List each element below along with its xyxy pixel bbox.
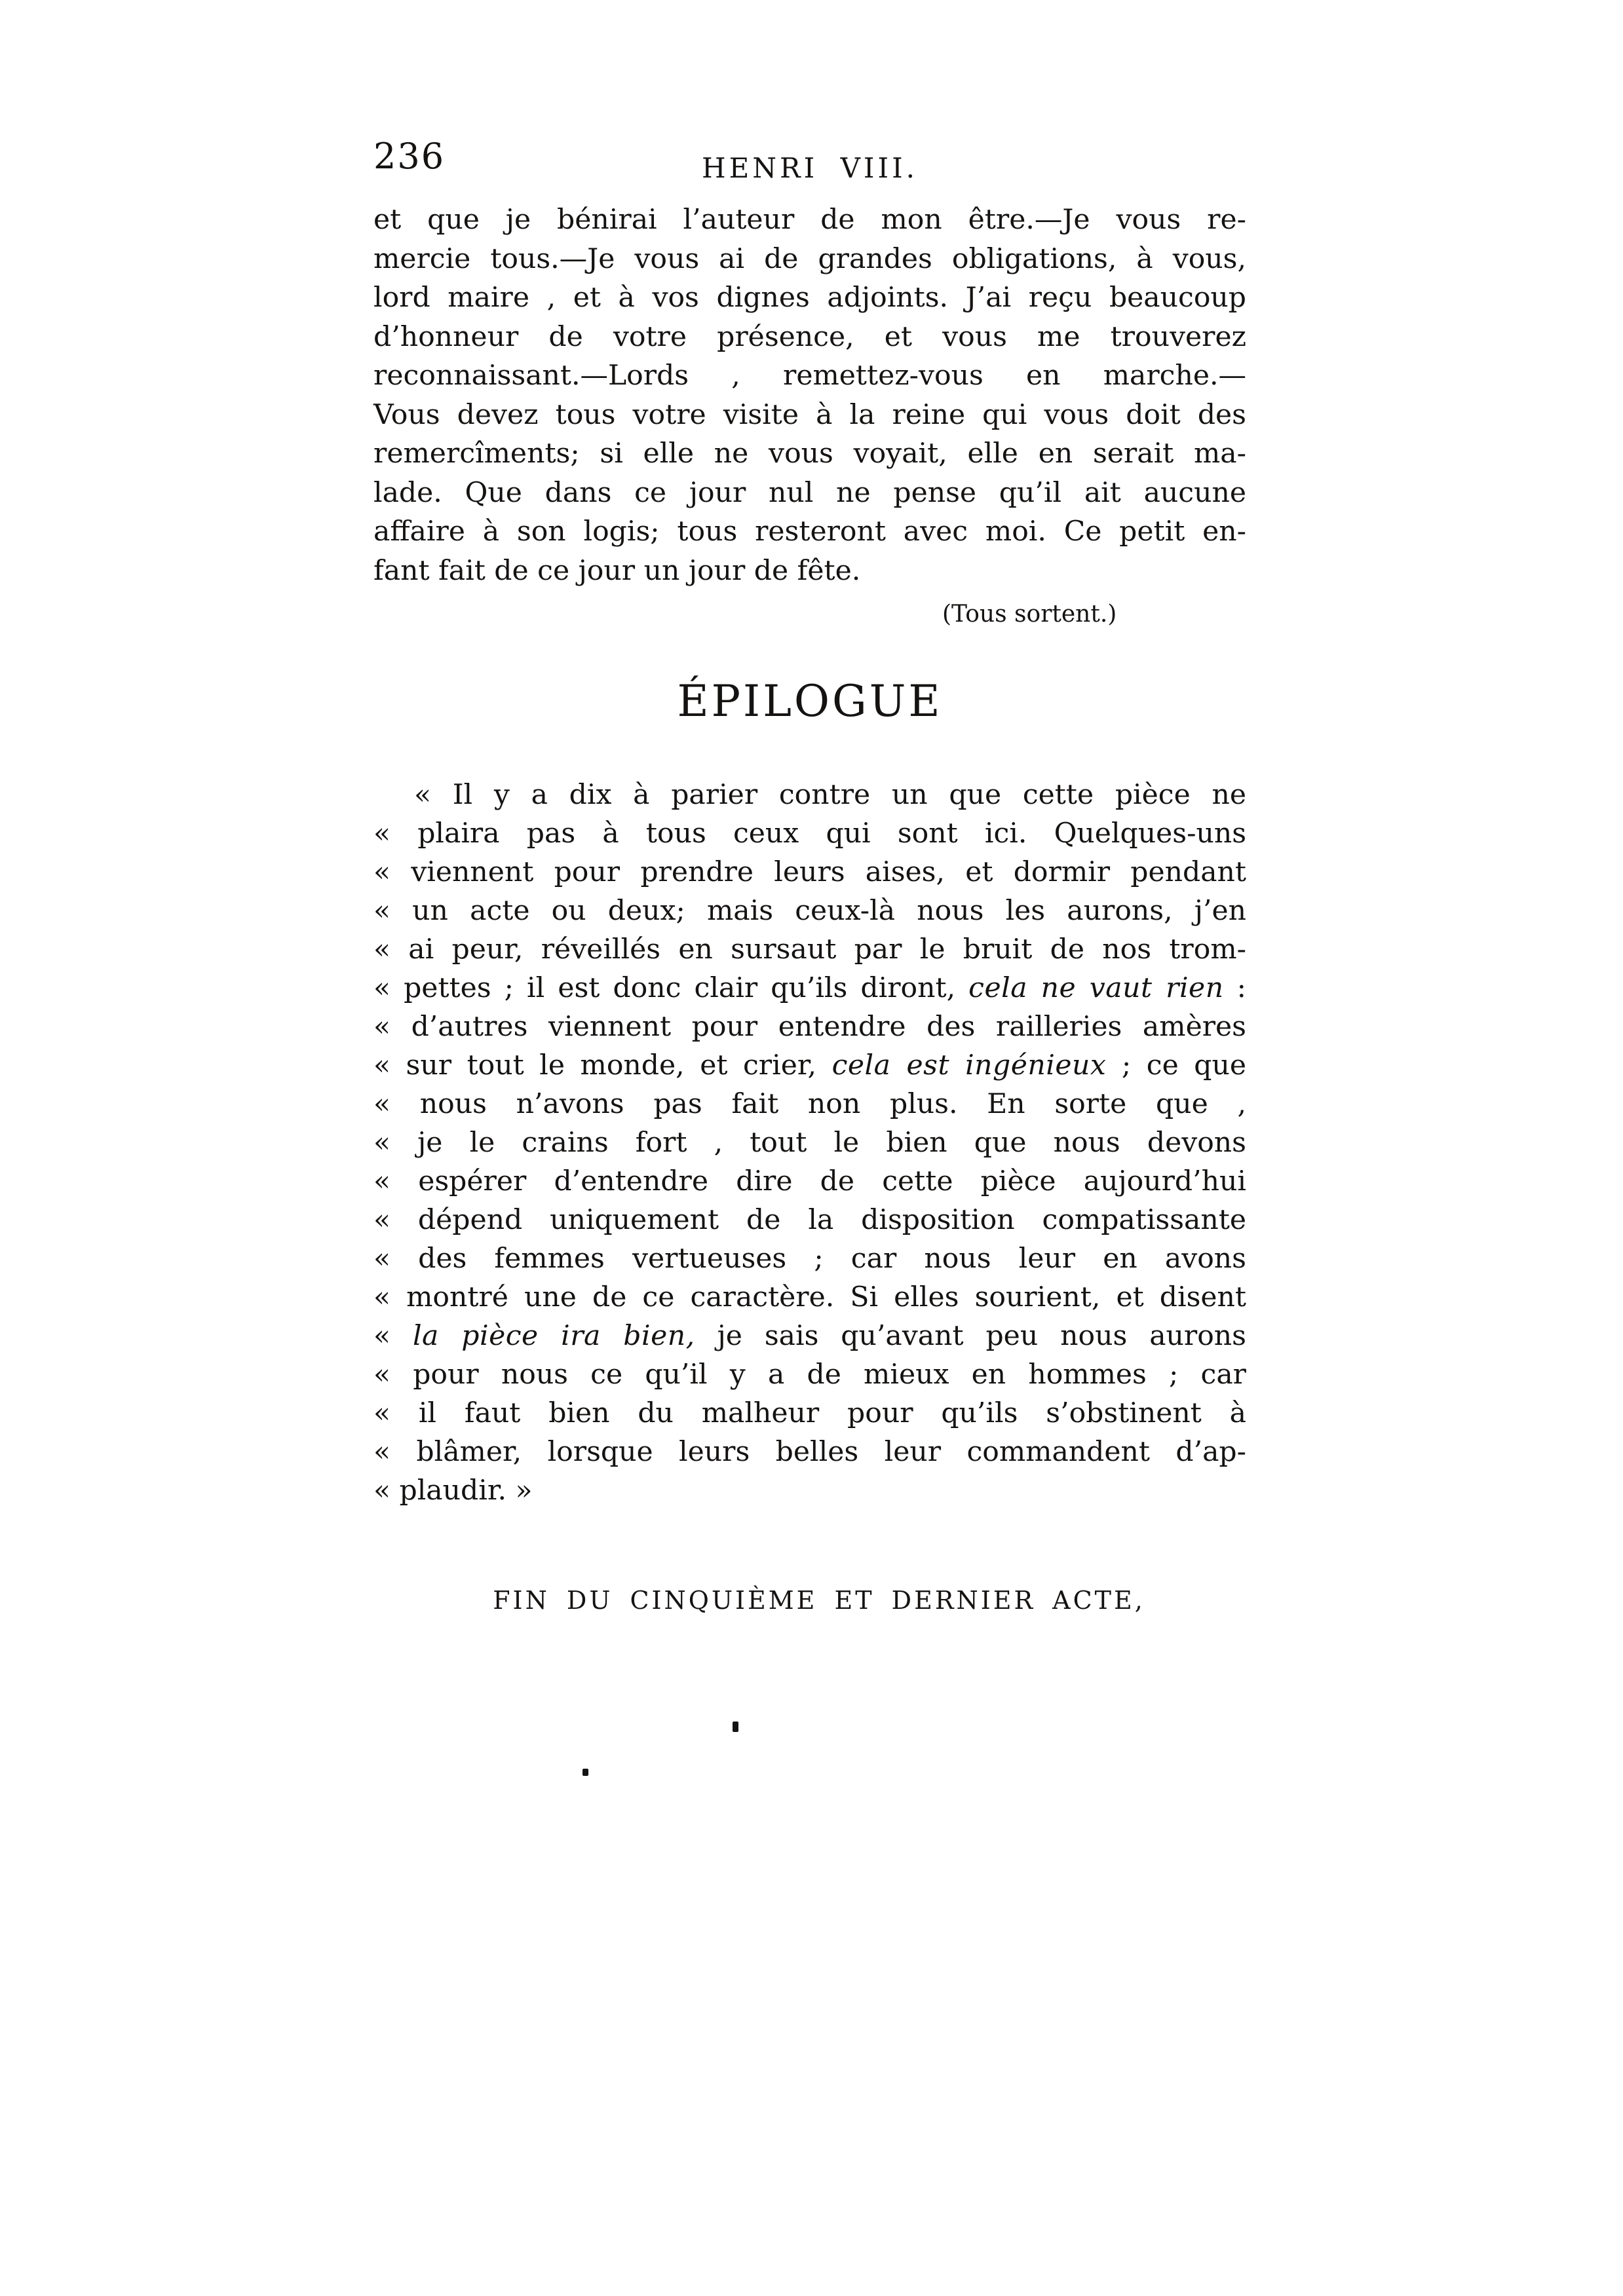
epilogue-paragraph <box>373 776 1246 1510</box>
text-line: affaire à son logis; tous resteront avec moi. Ce petit en- <box>373 516 1246 548</box>
text-line: d’honneur de votre présence, et vous me trouverez <box>373 320 1246 353</box>
text-line: « Il y a dix à parier contre un que cette pièce ne <box>414 779 1246 811</box>
ink-speck <box>582 1769 588 1776</box>
text-line: « montré une de ce caractère. Si elles sourient, et disent <box>373 1281 1246 1313</box>
text-line: « espérer d’entendre dire de cette pièce aujourd’hui <box>373 1165 1246 1197</box>
text-line: lord maire , et à vos dignes adjoints. J’ai reçu beaucoup <box>373 282 1246 314</box>
text-line: « pour nous ce qu’il y a de mieux en hommes ; car <box>373 1359 1246 1391</box>
text-line: fant fait de ce jour un jour de fête. <box>373 554 861 587</box>
text-line: remercîments; si elle ne vous voyait, elle en serait ma- <box>373 438 1246 470</box>
speech-paragraph <box>373 200 1246 590</box>
text-line: mercie tous.—Je vous ai de grandes obligations, à vous, <box>373 242 1246 275</box>
act-end-notice: FIN DU CINQUIÈME ET DERNIER ACTE, <box>493 1586 1145 1615</box>
text-line: reconnaissant.—Lords , remettez-vous en marche.— <box>373 360 1246 392</box>
text-line: et que je bénirai l’auteur de mon être.—Je vous re- <box>373 204 1246 236</box>
running-title: HENRI VIII. <box>701 152 919 184</box>
text-line: « nous n’avons pas fait non plus. En sorte que , <box>373 1088 1246 1120</box>
text-line: « viennent pour prendre leurs aises, et dormir pendant <box>373 856 1246 888</box>
text-line: « plaudir. » <box>373 1475 533 1507</box>
text-line: « d’autres viennent pour entendre des railleries amères <box>373 1011 1246 1043</box>
text-line: « un acte ou deux; mais ceux-là nous les aurons, j’en <box>373 895 1246 927</box>
text-line: « blâmer, lorsque leurs belles leur commandent d’ap- <box>373 1436 1246 1468</box>
text-line: « pettes ; il est donc clair qu’ils diront, cela ne vaut rien : <box>373 972 1246 1004</box>
text-line: « sur tout le monde, et crier, cela est ingénieux ; ce que <box>373 1049 1246 1082</box>
ink-speck <box>733 1722 738 1732</box>
text-line: « je le crains fort , tout le bien que nous devons <box>373 1127 1246 1159</box>
page-number: 236 <box>373 136 446 177</box>
text-line: « plaira pas à tous ceux qui sont ici. Quelques-uns <box>373 818 1246 850</box>
stage-direction: (Tous sortent.) <box>942 601 1117 628</box>
text-line: « il faut bien du malheur pour qu’ils s’obstinent à <box>373 1397 1246 1429</box>
text-line: Vous devez tous votre visite à la reine qui vous doit des <box>373 398 1246 431</box>
text-line: « des femmes vertueuses ; car nous leur en avons <box>373 1243 1246 1275</box>
text-line: « la pièce ira bien, je sais qu’avant peu nous aurons <box>373 1320 1246 1352</box>
text-line: « dépend uniquement de la disposition compatissante <box>373 1204 1246 1236</box>
epilogue-heading: ÉPILOGUE <box>677 676 943 726</box>
text-line: « ai peur, réveillés en sursaut par le bruit de nos trom- <box>373 933 1246 966</box>
text-line: lade. Que dans ce jour nul ne pense qu’il ait aucune <box>373 476 1246 509</box>
